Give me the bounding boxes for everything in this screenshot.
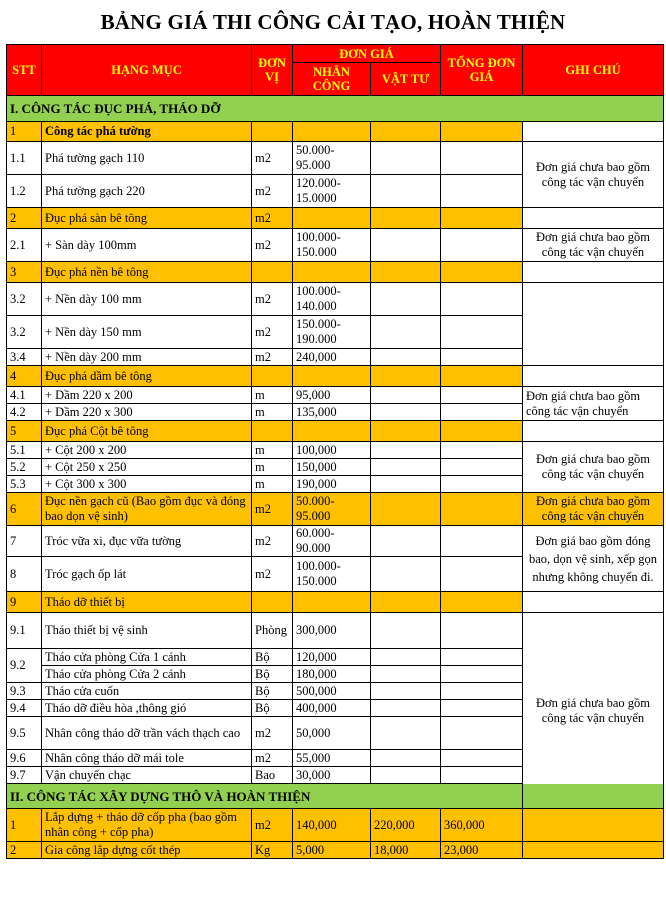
cell-nhan-cong: 50,000 — [293, 717, 371, 750]
cell-vat-tu — [371, 649, 441, 666]
cell-nhan-cong: 120,000 — [293, 649, 371, 666]
cell-stt: 8 — [7, 557, 42, 592]
cell-nhan-cong — [293, 421, 371, 442]
cell-nhan-cong: 5,000 — [293, 842, 371, 859]
cell-nhan-cong: 120.000-15.0000 — [293, 175, 371, 208]
cell-stt: 9.3 — [7, 683, 42, 700]
cell-tong — [441, 387, 523, 404]
cell-unit — [252, 366, 293, 387]
cell-vat-tu — [371, 442, 441, 459]
cell-vat-tu — [371, 283, 441, 316]
cell-nhan-cong: 95,000 — [293, 387, 371, 404]
cell-nhan-cong — [293, 262, 371, 283]
cell-note: Đơn giá chưa bao gồm công tác vận chuyển — [523, 387, 664, 421]
cell-name: Đục phá Cột bê tông — [42, 421, 252, 442]
table-row — [7, 809, 664, 842]
cell-nhan-cong: 140,000 — [293, 809, 371, 842]
cell-stt: 2 — [7, 842, 42, 859]
cell-note: Đơn giá chưa bao gồm công tác vận chuyển — [523, 142, 664, 208]
table-row — [7, 208, 664, 229]
cell-name: Vận chuyển chạc — [42, 767, 252, 784]
cell-tong — [441, 700, 523, 717]
cell-vat-tu — [371, 387, 441, 404]
cell-tong — [441, 493, 523, 526]
cell-name: Đục phá dầm bê tông — [42, 366, 252, 387]
cell-stt: 1.2 — [7, 175, 42, 208]
cell-name: Tháo cửa phòng Cửa 2 cánh — [42, 666, 252, 683]
cell-vat-tu — [371, 750, 441, 767]
cell-unit: Bộ — [252, 666, 293, 683]
cell-name: + Cột 200 x 200 — [42, 442, 252, 459]
cell-nhan-cong: 180,000 — [293, 666, 371, 683]
table-row — [7, 229, 664, 262]
cell-vat-tu — [371, 262, 441, 283]
cell-unit: m2 — [252, 229, 293, 262]
cell-vat-tu — [371, 316, 441, 349]
cell-vat-tu — [371, 349, 441, 366]
cell-tong — [441, 459, 523, 476]
cell-note: Đơn giá chưa bao gồm công tác vận chuyển — [523, 229, 664, 262]
cell-name: + Cột 300 x 300 — [42, 476, 252, 493]
cell-unit — [252, 421, 293, 442]
cell-stt: 2 — [7, 208, 42, 229]
cell-note — [523, 262, 664, 283]
cell-vat-tu — [371, 229, 441, 262]
cell-tong: 360,000 — [441, 809, 523, 842]
cell-unit: m2 — [252, 717, 293, 750]
cell-nhan-cong: 55,000 — [293, 750, 371, 767]
cell-tong — [441, 476, 523, 493]
cell-nhan-cong: 135,000 — [293, 404, 371, 421]
cell-unit: m — [252, 442, 293, 459]
cell-name: Tháo dỡ thiết bị — [42, 592, 252, 613]
table-row — [7, 842, 664, 859]
cell-unit: m2 — [252, 809, 293, 842]
cell-tong — [441, 767, 523, 784]
cell-tong — [441, 649, 523, 666]
cell-unit: m2 — [252, 283, 293, 316]
cell-vat-tu — [371, 493, 441, 526]
cell-tong — [441, 283, 523, 316]
cell-tong — [441, 366, 523, 387]
cell-stt: 9.5 — [7, 717, 42, 750]
cell-stt: 5.3 — [7, 476, 42, 493]
cell-stt: 4.1 — [7, 387, 42, 404]
cell-stt: 9.1 — [7, 613, 42, 649]
cell-name: + Dầm 220 x 300 — [42, 404, 252, 421]
table-row — [7, 262, 664, 283]
cell-vat-tu — [371, 613, 441, 649]
cell-vat-tu — [371, 767, 441, 784]
cell-stt: 9.2 — [7, 649, 42, 683]
cell-unit — [252, 122, 293, 142]
cell-name: + Sàn dày 100mm — [42, 229, 252, 262]
cell-tong — [441, 557, 523, 592]
cell-vat-tu — [371, 404, 441, 421]
cell-name: Đục nền gạch cũ (Bao gồm đục và đóng bao dọn vệ sinh) — [42, 493, 252, 526]
page-title: BẢNG GIÁ THI CÔNG CẢI TẠO, HOÀN THIỆN — [100, 10, 566, 34]
table-row — [7, 421, 664, 442]
cell-stt: 9.4 — [7, 700, 42, 717]
cell-tong — [441, 717, 523, 750]
cell-name: + Nền dày 200 mm — [42, 349, 252, 366]
cell-name: Lắp dựng + tháo dỡ cốp pha (bao gồm nhân công + cốp pha) — [42, 809, 252, 842]
cell-stt: 5.2 — [7, 459, 42, 476]
table-row — [7, 366, 664, 387]
cell-vat-tu — [371, 122, 441, 142]
cell-note: Đơn giá bao gồm đóng bao, dọn vệ sinh, xếp gọn nhưng không chuyển đi. — [523, 526, 664, 592]
cell-vat-tu — [371, 666, 441, 683]
cell-stt: 1 — [7, 122, 42, 142]
header-vat-tu: VẬT TƯ — [371, 63, 441, 96]
cell-note — [523, 592, 664, 613]
cell-tong — [441, 262, 523, 283]
header-hang-muc: HẠNG MỤC — [42, 45, 252, 96]
cell-tong — [441, 613, 523, 649]
cell-vat-tu — [371, 208, 441, 229]
cell-name: Tháo dỡ điều hòa ,thông gió — [42, 700, 252, 717]
cell-tong — [441, 404, 523, 421]
cell-stt: 5.1 — [7, 442, 42, 459]
cell-stt: 6 — [7, 493, 42, 526]
cell-unit: m2 — [252, 316, 293, 349]
cell-nhan-cong: 500,000 — [293, 683, 371, 700]
cell-tong — [441, 442, 523, 459]
cell-vat-tu — [371, 366, 441, 387]
cell-vat-tu — [371, 700, 441, 717]
cell-nhan-cong: 190,000 — [293, 476, 371, 493]
cell-nhan-cong: 100,000 — [293, 442, 371, 459]
section-title: I. CÔNG TÁC ĐỤC PHÁ, THÁO DỠ — [7, 96, 664, 122]
cell-stt: 9.6 — [7, 750, 42, 767]
price-table — [6, 44, 664, 859]
cell-tong — [441, 142, 523, 175]
cell-vat-tu — [371, 557, 441, 592]
cell-name: Công tác phá tường — [42, 122, 252, 142]
table-row — [7, 122, 664, 142]
table-row — [7, 442, 664, 459]
section-title: II. CÔNG TÁC XÂY DỰNG THÔ VÀ HOÀN THIỆN — [7, 784, 664, 809]
cell-unit: m2 — [252, 349, 293, 366]
cell-name: Phá tường gạch 110 — [42, 142, 252, 175]
cell-tong — [441, 421, 523, 442]
cell-nhan-cong: 60.000-90.000 — [293, 526, 371, 557]
cell-tong — [441, 175, 523, 208]
cell-unit: m2 — [252, 175, 293, 208]
cell-nhan-cong: 50.000-95.000 — [293, 493, 371, 526]
cell-name: Đục phá sàn bê tông — [42, 208, 252, 229]
header-tong-don-gia: TỔNG ĐƠN GIÁ — [441, 45, 523, 96]
cell-unit: Bao — [252, 767, 293, 784]
cell-name: + Nền dày 100 mm — [42, 283, 252, 316]
cell-name: Tróc vữa xi, đục vữa tường — [42, 526, 252, 557]
cell-unit: m2 — [252, 493, 293, 526]
cell-stt: 5 — [7, 421, 42, 442]
cell-vat-tu: 220,000 — [371, 809, 441, 842]
cell-stt: 2.1 — [7, 229, 42, 262]
header-nhan-cong: NHÂN CÔNG — [293, 63, 371, 96]
cell-unit: m — [252, 459, 293, 476]
cell-unit: Phòng — [252, 613, 293, 649]
cell-nhan-cong: 100.000-140.000 — [293, 283, 371, 316]
cell-nhan-cong: 150.000-190.000 — [293, 316, 371, 349]
cell-name: Tháo cửa phòng Cửa 1 cánh — [42, 649, 252, 666]
header-don-gia: ĐƠN GIÁ — [293, 45, 441, 63]
cell-note — [523, 283, 664, 366]
cell-vat-tu — [371, 142, 441, 175]
cell-note — [523, 366, 664, 387]
cell-tong — [441, 683, 523, 700]
cell-stt: 1.1 — [7, 142, 42, 175]
cell-stt: 4 — [7, 366, 42, 387]
cell-tong — [441, 526, 523, 557]
cell-stt: 9.7 — [7, 767, 42, 784]
cell-stt: 4.2 — [7, 404, 42, 421]
header-stt: STT — [7, 45, 42, 96]
cell-tong — [441, 122, 523, 142]
table-row — [7, 493, 664, 526]
cell-nhan-cong: 100.000-150.000 — [293, 229, 371, 262]
table-header — [7, 45, 664, 63]
cell-unit: m2 — [252, 557, 293, 592]
header-ghi-chu: GHI CHÚ — [523, 45, 664, 96]
cell-note: Đơn giá chưa bao gồm công tác vận chuyển — [523, 442, 664, 493]
cell-nhan-cong: 30,000 — [293, 767, 371, 784]
cell-stt: 1 — [7, 809, 42, 842]
cell-name: + Cột 250 x 250 — [42, 459, 252, 476]
cell-stt: 3.2 — [7, 316, 42, 349]
cell-unit: m2 — [252, 750, 293, 767]
cell-nhan-cong — [293, 592, 371, 613]
cell-nhan-cong — [293, 122, 371, 142]
cell-vat-tu — [371, 459, 441, 476]
cell-nhan-cong: 50.000-95.000 — [293, 142, 371, 175]
cell-name: Tháo cửa cuốn — [42, 683, 252, 700]
cell-vat-tu — [371, 592, 441, 613]
cell-stt: 3.4 — [7, 349, 42, 366]
cell-note — [523, 122, 664, 142]
header-don-vi: ĐƠN VỊ — [252, 45, 293, 96]
cell-vat-tu — [371, 421, 441, 442]
cell-name: + Dầm 220 x 200 — [42, 387, 252, 404]
cell-note: Đơn giá chưa bao gồm công tác vận chuyển — [523, 613, 664, 809]
cell-vat-tu — [371, 476, 441, 493]
cell-note: Đơn giá chưa bao gồm công tác vận chuyển — [523, 493, 664, 526]
cell-unit — [252, 262, 293, 283]
cell-name: Nhân công tháo dỡ mái tole — [42, 750, 252, 767]
cell-tong — [441, 229, 523, 262]
cell-vat-tu: 18,000 — [371, 842, 441, 859]
cell-vat-tu — [371, 526, 441, 557]
cell-name: Tróc gạch ốp lát — [42, 557, 252, 592]
cell-vat-tu — [371, 717, 441, 750]
table-row — [7, 526, 664, 557]
table-row — [7, 387, 664, 404]
cell-name: Tháo thiết bị vệ sinh — [42, 613, 252, 649]
cell-unit: Bộ — [252, 683, 293, 700]
cell-note — [523, 421, 664, 442]
cell-stt: 3 — [7, 262, 42, 283]
cell-nhan-cong — [293, 366, 371, 387]
cell-tong — [441, 208, 523, 229]
cell-name: Đục phá nền bê tông — [42, 262, 252, 283]
cell-name: Gia công lắp dựng cốt thép — [42, 842, 252, 859]
cell-stt: 7 — [7, 526, 42, 557]
cell-tong — [441, 316, 523, 349]
cell-stt: 3.2 — [7, 283, 42, 316]
cell-unit: m2 — [252, 142, 293, 175]
cell-note — [523, 809, 664, 842]
cell-tong — [441, 666, 523, 683]
cell-unit: Kg — [252, 842, 293, 859]
cell-unit: Bộ — [252, 649, 293, 666]
cell-tong: 23,000 — [441, 842, 523, 859]
table-row — [7, 283, 664, 316]
cell-nhan-cong: 400,000 — [293, 700, 371, 717]
cell-unit: m2 — [252, 208, 293, 229]
cell-nhan-cong: 300,000 — [293, 613, 371, 649]
cell-tong — [441, 349, 523, 366]
cell-note — [523, 842, 664, 859]
cell-unit: Bộ — [252, 700, 293, 717]
cell-nhan-cong: 100.000-150.000 — [293, 557, 371, 592]
cell-nhan-cong: 150,000 — [293, 459, 371, 476]
cell-unit: m — [252, 404, 293, 421]
cell-name: Nhân công tháo dỡ trần vách thạch cao — [42, 717, 252, 750]
cell-unit: m — [252, 476, 293, 493]
cell-tong — [441, 750, 523, 767]
cell-stt: 9 — [7, 592, 42, 613]
cell-tong — [441, 592, 523, 613]
cell-name: Phá tường gạch 220 — [42, 175, 252, 208]
cell-nhan-cong: 240,000 — [293, 349, 371, 366]
cell-nhan-cong — [293, 208, 371, 229]
cell-unit: m2 — [252, 526, 293, 557]
cell-unit — [252, 592, 293, 613]
cell-vat-tu — [371, 175, 441, 208]
cell-vat-tu — [371, 683, 441, 700]
cell-unit: m — [252, 387, 293, 404]
table-row — [7, 613, 664, 649]
table-row — [7, 592, 664, 613]
cell-note — [523, 208, 664, 229]
table-row — [7, 142, 664, 175]
cell-name: + Nền dày 150 mm — [42, 316, 252, 349]
